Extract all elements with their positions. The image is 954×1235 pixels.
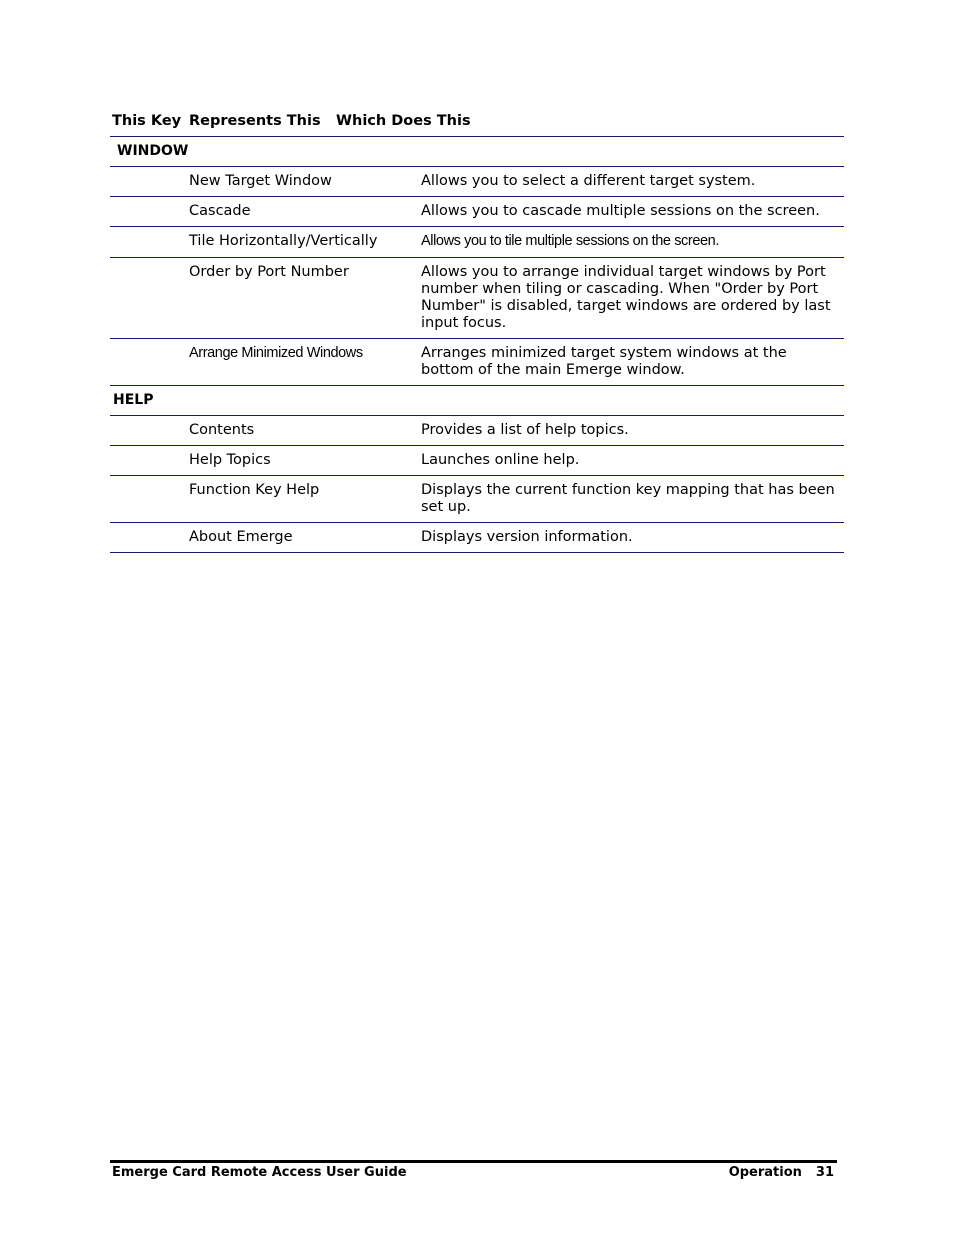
represents-cell: About Emerge xyxy=(189,529,293,545)
table-row xyxy=(110,446,844,476)
footer-title: Emerge Card Remote Access User Guide xyxy=(112,1165,407,1180)
represents-cell: Arrange Minimized Windows xyxy=(189,345,363,361)
table-row xyxy=(110,523,844,553)
description-cell: Displays the current function key mapping that has been set up. xyxy=(421,482,835,515)
table-row xyxy=(110,339,844,386)
table-row xyxy=(110,197,844,227)
section-row-help xyxy=(110,386,844,416)
table-row xyxy=(110,258,844,339)
description-cell: Displays version information. xyxy=(421,529,633,545)
column-header-key: This Key xyxy=(112,113,182,129)
description-cell: Allows you to tile multiple sessions on the screen. xyxy=(421,233,719,249)
column-header-does: Which Does This xyxy=(336,113,471,129)
represents-cell: Help Topics xyxy=(189,452,271,468)
footer-rule xyxy=(110,1160,837,1163)
table-row xyxy=(110,227,844,258)
represents-cell: Cascade xyxy=(189,203,251,219)
represents-cell: Order by Port Number xyxy=(189,264,349,280)
description-cell: Arranges minimized target system windows at the bottom of the main Emerge window. xyxy=(421,345,787,378)
table-row xyxy=(110,167,844,197)
represents-cell: Tile Horizontally/Vertically xyxy=(189,233,378,249)
represents-cell: New Target Window xyxy=(189,173,332,189)
represents-cell: Function Key Help xyxy=(189,482,320,498)
column-header-represents: Represents This xyxy=(189,113,321,129)
description-cell: Allows you to arrange individual target windows by Port number when tiling or cascading. When "Order by Port Number" is disabled, target windows are ordered by last input focus. xyxy=(421,264,831,331)
represents-cell: Contents xyxy=(189,422,255,438)
footer-section: Operation xyxy=(728,1165,802,1180)
footer-page-info xyxy=(729,1165,834,1181)
section-label: WINDOW xyxy=(117,143,189,159)
section-row-window xyxy=(110,137,844,167)
table-row xyxy=(110,476,844,523)
description-cell: Allows you to cascade multiple sessions on the screen. xyxy=(421,203,820,219)
description-cell: Provides a list of help topics. xyxy=(421,422,629,438)
description-cell: Launches online help. xyxy=(421,452,580,468)
table-row xyxy=(110,416,844,446)
page-number: 31 xyxy=(815,1165,834,1180)
key-table xyxy=(110,137,844,553)
section-label: HELP xyxy=(113,392,154,408)
description-cell: Allows you to select a different target system. xyxy=(421,173,756,189)
